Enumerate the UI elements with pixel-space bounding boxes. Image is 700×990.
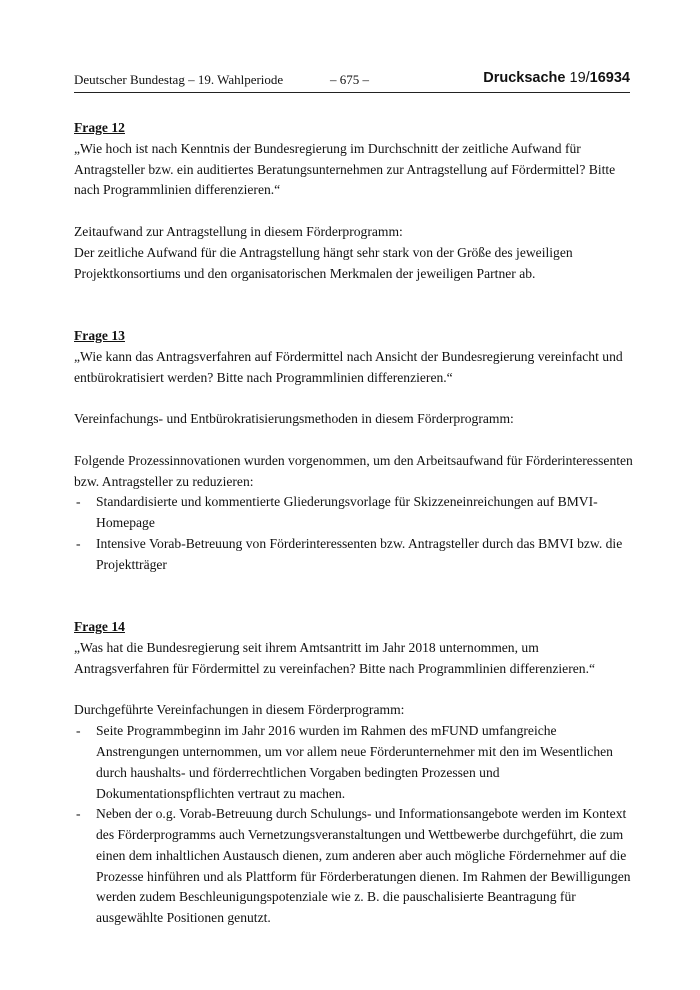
section-heading: Frage 13 <box>74 327 125 343</box>
list-item-text: Neben der o.g. Vorab-Betreuung durch Schulungs- und Informationsangebote werden im Kontext des Förderprogramms auch Vernetzungsveranstaltungen und Wettbewerbe durchgeführt, die zum einen dem inhaltlichen Austausch dienen, zum anderen aber auch mögliche Fördernehmer auf die Prozesse hinführen und als Plattform für Förderberatungen dienen. Im Rahmen der Bewilligungen werden zudem Beschleunigungspotenziale wie z. B. die pauschalisierte Beantragung für ausgewählte Positionen genutzt. <box>96 806 631 926</box>
question-text: „Wie kann das Antragsverfahren auf Fördermittel nach Ansicht der Bundesregierung vereinfacht und entbürokratisiert werden? Bitte nach Programmlinien differenzieren.“ <box>74 348 623 385</box>
list-item-text: Standardisierte und kommentierte Gliederungsvorlage für Skizzeneinreichungen auf BMVI-Homepage <box>96 494 598 531</box>
page-header <box>74 70 630 93</box>
header-doc-number: 16934 <box>589 70 630 86</box>
list-item <box>74 721 634 804</box>
section-frage-12 <box>74 118 634 284</box>
section-frage-13 <box>74 326 634 576</box>
bullet-dash: - <box>76 494 81 510</box>
header-page-number: – 675 – <box>330 72 369 87</box>
header-doc-number-prefix: 19/ <box>569 70 590 86</box>
bullet-dash: - <box>76 806 81 822</box>
answer-text: Der zeitliche Aufwand für die Antragstellung hängt sehr stark von der Größe des jeweiligen Projektkonsortiums und den organisatorischen Merkmalen der jeweiligen Partner ab. <box>74 244 573 281</box>
list-item-text: Intensive Vorab-Betreuung von Förderinteressenten bzw. Antragsteller durch das BMVI bzw. die Projektträger <box>96 535 623 572</box>
section-heading: Frage 12 <box>74 120 125 135</box>
answer-title: Durchgeführte Vereinfachungen in diesem Förderprogramm: <box>74 702 405 718</box>
bullet-list <box>74 721 634 929</box>
list-item <box>74 492 634 534</box>
bullet-list <box>74 492 634 575</box>
answer-intro: Folgende Prozessinnovationen wurden vorgenommen, um den Arbeitsaufwand für Förderinteressenten bzw. Antragsteller zu reduzieren: <box>74 452 633 489</box>
list-item <box>74 534 634 576</box>
bullet-dash: - <box>76 723 81 739</box>
list-item <box>74 804 634 929</box>
question-text: „Was hat die Bundesregierung seit ihrem Amtsantritt im Jahr 2018 unternommen, um Antragsverfahren für Fördermittel zu vereinfachen? Bitte nach Programmlinien differenzieren.“ <box>74 639 595 676</box>
answer-title: Vereinfachungs- und Entbürokratisierungsmethoden in diesem Förderprogramm: <box>74 411 514 427</box>
header-parliament: Deutscher Bundestag – 19. Wahlperiode <box>74 72 284 87</box>
section-frage-14 <box>74 617 634 929</box>
answer-title: Zeitaufwand zur Antragstellung in diesem Förderprogramm: <box>74 223 403 239</box>
question-text: „Wie hoch ist nach Kenntnis der Bundesregierung im Durchschnitt der zeitliche Aufwand für Antragsteller bzw. ein auditiertes Beratungsunternehmen zur Antragstellung auf Fördermittel? Bitte nach Programmlinien differenzieren.“ <box>74 140 616 198</box>
section-heading: Frage 14 <box>74 619 125 635</box>
page-content <box>74 118 634 929</box>
bullet-dash: - <box>76 535 81 551</box>
list-item-text: Seite Programmbeginn im Jahr 2016 wurden im Rahmen des mFUND umfangreiche Anstrengungen unternommen, um vor allem neue Förderunternehmer mit den im Wesentlichen durch haushalts- und förderrechtlichen Vorgaben bedingten Prozessen und Dokumentationspflichten vertraut zu machen. <box>96 723 613 801</box>
header-doc-label: Drucksache <box>483 70 566 86</box>
header-drucksache <box>483 70 630 86</box>
